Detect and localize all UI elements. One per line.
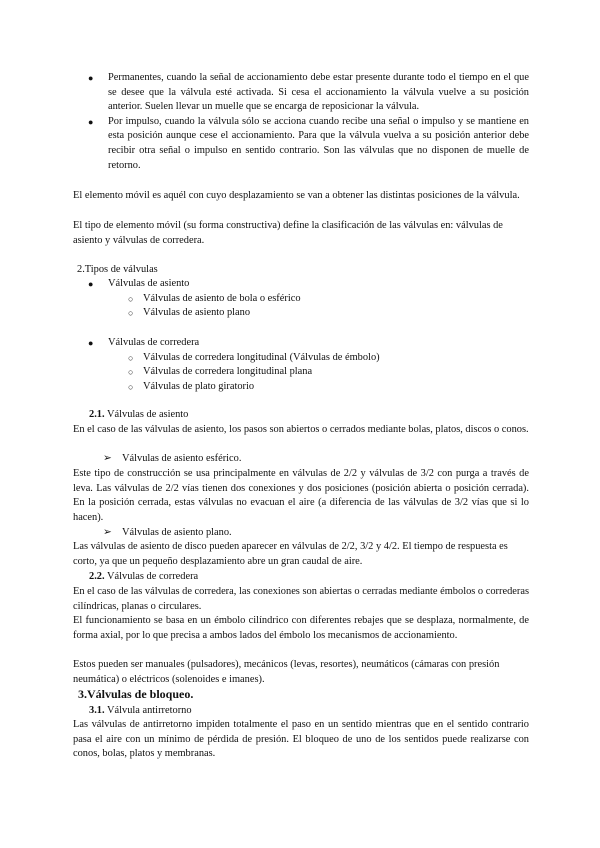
list-item: ● Válvulas de asiento ○ Válvulas de asiento de bola o esférico ○ Válvulas de asiento plano [73, 277, 529, 321]
paragraph-corredera-3: Estos pueden ser manuales (pulsadores), mecánicos (levas, resortes), neumáticos (cámaras con presión neumática) o eléctricos (solenoides e imanes). [73, 659, 500, 685]
list-item: ● Válvulas de corredera ○ Válvulas de corredera longitudinal (Válvulas de émbolo) ○ Válvulas de corredera longitudinal plana ○ Válvulas de plato giratorio [73, 336, 529, 394]
section-3-heading: 3.Válvulas de bloqueo. [78, 687, 194, 701]
list-item: ● Por impulso, cuando la válvula sólo se acciona cuando recibe una señal o impulso y se mantiene en esta posición aunque cese el accionamiento. Para que la válvula vuelva a su posición anterior debe recibir otra señal o impulso en sentido contrario. Son las válvulas que no disponen de muelle de retorno. [88, 115, 529, 171]
bullet-icon: ● [88, 73, 94, 83]
list-item: ○ Válvulas de asiento plano [73, 306, 529, 321]
activation-bullets [73, 71, 529, 173]
section-2-1-heading: 2.1. Válvulas de asiento [89, 409, 189, 420]
document-page: ● Permanentes, cuando la señal de accionamiento debe estar presente durante todo el tiempo en el que se desee que la válvula esté activada. Si cesa el accionamiento la válvula vuelve a su posición anterior. Suelen llevar un muelle que se encarga de reposicionar la válvula. ● Por impulso, cuando la válvula sólo se acciona cuando recibe una señal o impulso y se mantiene en esta posición aunque cese el accionamiento. Para que la válvula vuelva a su posición anterior debe recibir otra señal o impulso en sentido contrario. Son las válvulas que no disponen de muelle de retorno. El elemento móvil es aquél con cuyo desplazamiento se van a obtener las distintas posiciones de la válvula. El tipo de elemento móvil (su forma constructiva) define la clasificación de las válvulas en: válvulas de asiento y válvulas de corredera. 2.Tipos de válvulas ● Válvulas de asiento ○ Válvulas de asiento de bola o esférico ○ Válvulas de asiento plano ● Válvulas de corredera ○ Válvulas de corredera longitudinal (Válvulas de émbolo) ○ Válvulas de corredera longitudinal plana ○ Válvulas de plato giratorio 2.1. Válvulas de asiento En el caso de las válvulas de asiento, los pasos son abiertos o cerrados mediante bolas, platos, discos o conos. ➢ Válvulas de asiento esférico. Este tipo de construcción se usa principalmente en válvulas de 2/2 y válvulas de 3/2 con purga a través de leva. Las válvulas de 2/2 vías tienen dos conexiones y dos posiciones (posición abierta o posición cerrada). En la posición cerrada, estas válvulas no evacuan el aire (a diferencia de las válvulas de 3/2 vías que si lo hacen). ➢ Válvulas de asiento plano. Las válvulas de asiento de disco pueden aparecer en válvulas de 2/2, 3/2 y 4/2. El tiempo de respuesta es corto, ya que un pequeño desplazamiento abre un gran caudal de aire. 2.2. Válvulas de corredera En el caso de las válvulas de corredera, las conexiones son abiertas o cerradas mediante émbolos o correderas cilíndricas, planas o circulares. El funcionamiento se basa en un émbolo cilíndrico con diferentes rebajes que se desplaza, normalmente, de forma axial, por lo que precisa a ambos lados del émbolo los mecanismos de accionamiento. Estos pueden ser manuales (pulsadores), mecánicos (levas, resortes), neumáticos (cámaras con presión neumática) o eléctricos (solenoides e imanes). 3.Válvulas de bloqueo. 3.1. Válvula antirretorno Las válvulas de antirretorno impiden totalmente el paso en un sentido mientras que en el sentido contrario pasa el aire con un mínimo de pérdida de presión. El bloqueo de uno de los sentidos puede realizarse con conos, bolas, platos y membranas. [0, 0, 600, 848]
circle-bullet-icon: ○ [128, 293, 134, 304]
corredera-list [73, 336, 529, 394]
list-item: ○ Válvulas de asiento de bola o esférico [73, 292, 529, 307]
list-item: ● Permanentes, cuando la señal de accionamiento debe estar presente durante todo el tiempo en el que se desee que la válvula esté activada. Si cesa el accionamiento la válvula vuelve a su posición anterior. Suelen llevar un muelle que se encarga de reposicionar la válvula. [88, 72, 529, 113]
bullet-icon: ● [88, 338, 94, 348]
section-2-2-heading: 2.2. Válvulas de corredera [89, 571, 199, 582]
paragraph-movil-1: El elemento móvil es aquél con cuyo desplazamiento se van a obtener las distintas posiciones de la válvula. [73, 190, 520, 201]
list-item: ○ Válvulas de plato giratorio [73, 380, 529, 395]
tipos-heading: 2.Tipos de válvulas [77, 264, 158, 275]
section-2-1-intro: En el caso de las válvulas de asiento, los pasos son abiertos o cerrados mediante bolas, platos, discos o conos. [73, 424, 529, 435]
section-3-1-heading: 3.1. Válvula antirretorno [89, 705, 192, 716]
paragraph-movil-2: El tipo de elemento móvil (su forma constructiva) define la clasificación de las válvulas en: válvulas de asiento y válvulas de corredera. [73, 220, 503, 246]
list-item: ○ Válvulas de corredera longitudinal (Válvulas de émbolo) [73, 351, 529, 366]
paragraph-corredera-2: El funcionamiento se basa en un émbolo cilíndrico con diferentes rebajes que se desplaza, normalmente, de forma axial, por lo que precisa a ambos lados del émbolo los mecanismos de accionamiento. [73, 615, 529, 641]
circle-bullet-icon: ○ [128, 367, 134, 378]
bullet-icon: ● [88, 116, 94, 127]
paragraph-corredera-1: En el caso de las válvulas de corredera, las conexiones son abiertas o cerradas mediante émbolos o correderas cilíndricas, planas o circulares. [73, 586, 529, 612]
circle-bullet-icon: ○ [128, 381, 134, 392]
asiento-list [73, 277, 529, 321]
paragraph-plano: Las válvulas de asiento de disco pueden aparecer en válvulas de 2/2, 3/2 y 4/2. El tiempo de respuesta es corto, ya que un pequeño desplazamiento abre un gran caudal de aire. [73, 541, 508, 567]
arrow-bullet-icon: ➢ [103, 527, 112, 538]
arrow-bullet-icon: ➢ [103, 453, 112, 464]
circle-bullet-icon: ○ [128, 308, 134, 319]
paragraph-antirretorno: Las válvulas de antirretorno impiden totalmente el paso en un sentido mientras que en el sentido contrario pasa el aire con un mínimo de pérdida de presión. El bloqueo de uno de los sentidos puede realizarse con conos, bolas, platos y membranas. [73, 719, 529, 760]
list-item: ○ Válvulas de corredera longitudinal plana [73, 365, 529, 380]
paragraph-esferico: Este tipo de construcción se usa principalmente en válvulas de 2/2 y válvulas de 3/2 con purga a través de leva. Las válvulas de 2/2 vías tienen dos conexiones y dos posiciones (posición abierta o posición cerrada). En la posición cerrada, estas válvulas no evacuan el aire (a diferencia de las válvulas de 3/2 vías que si lo hacen). [73, 468, 529, 523]
bullet-icon: ● [88, 279, 94, 289]
circle-bullet-icon: ○ [128, 352, 134, 363]
